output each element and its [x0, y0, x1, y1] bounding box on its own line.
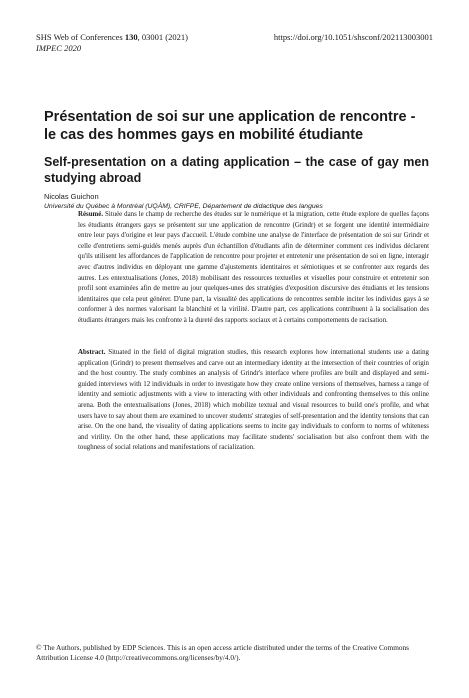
author-affiliation: Université du Québec à Montréal (UQÀM), CRIFPE, Département de didactique des langues: [44, 203, 323, 210]
abstract-label: Abstract.: [78, 349, 106, 356]
doi-link[interactable]: https://doi.org/10.1051/shsconf/202113003001: [273, 32, 433, 42]
conference-name: IMPEC 2020: [36, 43, 82, 53]
abstract-english: [78, 348, 429, 454]
title-block: [44, 108, 429, 211]
journal-info: [36, 32, 188, 54]
abstract-text: Situated in the field of digital migration studies, this research explores how international students use a dating application (Grindr) to present themselves and carve out an intermediary identity at the intersection of their countries of origin and the host country. The study combines an analysis of Grindr's interface where profiles are built and displayed and semi-guided interviews with 12 individuals in order to investigate how they create online versions of themselves, harness a range of identity and semiotic adjustments with a view to interacting with other individuals and confronting themselves to this online arena. Both the entextualisations (Jones, 2018) which mobilize textual and visual resources to build one's profile, and what users have to say about them are examined to uncover students' strategies of self-presentation and the identity tensions that can arise. On the one hand, the visuality of dating applications seems to incite gay individuals to conform to norms of whiteness and virility. On the other hand, these applications may facilitate students' socialisation but also confront them with the toughness of social relations and manifestations of racialization.: [78, 349, 429, 452]
title-english: Self-presentation on a dating application – the case of gay men studying abroad: [44, 155, 429, 185]
author-name: Nicolas Guichon: [44, 192, 99, 201]
page-header: [36, 32, 433, 54]
resume-french: [78, 210, 429, 327]
journal-name: SHS Web of Conferences: [36, 32, 125, 42]
title-french: Présentation de soi sur une application de rencontre - le cas des hommes gays en mobilité étudiante: [44, 109, 416, 143]
license-footer: © The Authors, published by EDP Sciences. This is an open access article distributed under the terms of the Creative Commons Attribution License 4.0 (http://creativecommons.org/licenses/by/4.0/).: [36, 643, 410, 662]
resume-label: Résumé.: [78, 211, 104, 218]
journal-volume: 130: [124, 32, 138, 42]
article-number: , 03001 (2021): [137, 32, 188, 42]
resume-text: Située dans le champ de recherche des études sur le numérique et la migration, cette étude explore de quelles façons les étudiants étrangers gays se présentent sur une application de rencontre (Grindr) et se forgent une identité intermédiaire entre leur pays d'origine et leur pays d'accueil. L'étude combine une analyse de l'interface de présentation de soi sur Grindr et celle d'entretiens semi-guidés menés auprès d'un échantillon d'étudiants afin de déterminer comment ces individus déclarent qu'ils utilisent les affordances de l'application de rencontre pour projeter et entretenir une présentation de soi en ligne, interagir avec d'autres individus en déployant une gamme d'ajustements identitaires et sémiotiques et se confronter aux regards des autres. Les entextualisations (Jones, 2018) mobilisant des ressources textuelles et visuelles pour construire et entretenir son profil sont examinées afin de mettre au jour quelques-unes des stratégies d'exposition discursive des étudiants et les tensions identitaires que cela peut générer. D'une part, la visualité des applications de rencontres semble inciter les individus gays à se conformer à des normes valorisant la blanchité et la virilité. D'autre part, ces applications contribuent à la socialisation des étudiants étrangers mais les confronte à la dureté des rapports sociaux et à certains comportements de racisation.: [78, 211, 429, 324]
